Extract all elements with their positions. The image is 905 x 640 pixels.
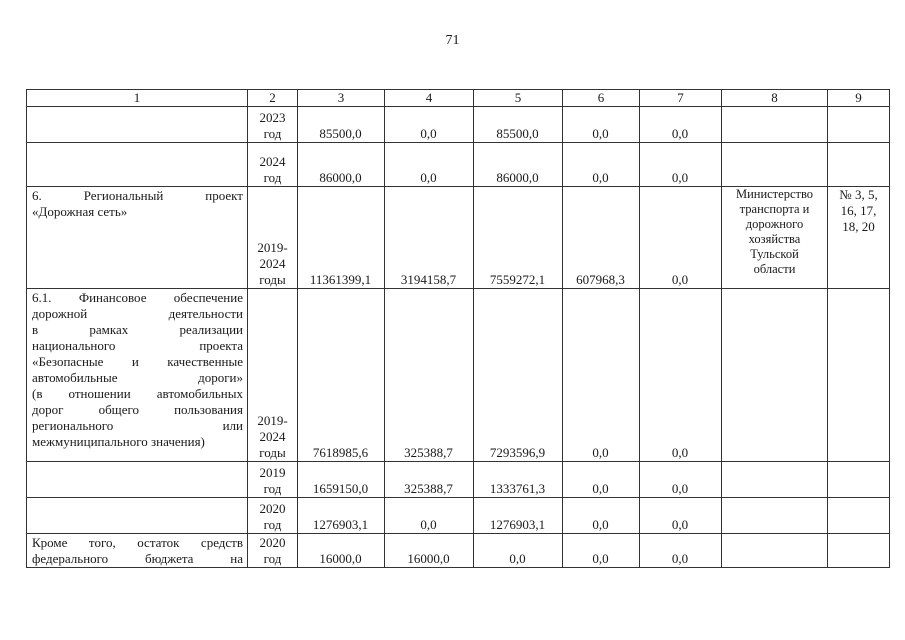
period-cell: [248, 462, 298, 498]
federal-cell: 0,0: [385, 107, 474, 143]
refs-cell: [828, 107, 890, 143]
description-cell: [27, 107, 248, 143]
financing-table: [26, 89, 890, 568]
total-cell: 1659150,0: [298, 462, 385, 498]
federal-cell: 325388,7: [385, 462, 474, 498]
refs-cell: [828, 462, 890, 498]
period-line: годы: [259, 445, 286, 460]
municipal-cell: 0,0: [563, 289, 640, 462]
description-cell: [27, 143, 248, 187]
regional-cell: 1276903,1: [474, 498, 563, 534]
municipal-cell: 0,0: [563, 107, 640, 143]
responsible-cell: [722, 289, 828, 462]
description-line: межмуниципального значения): [32, 434, 205, 449]
period-line: год: [263, 126, 282, 141]
page-number: 71: [445, 33, 460, 48]
table-row: [27, 498, 890, 534]
regional-cell: 0,0: [474, 534, 563, 568]
regional-cell: 85500,0: [474, 107, 563, 143]
period-cell: [248, 107, 298, 143]
description-line: автомобильные дороги»: [32, 370, 243, 385]
table-row: [27, 462, 890, 498]
responsible-cell: [722, 534, 828, 568]
refs-cell: [828, 289, 890, 462]
period-cell: [248, 143, 298, 187]
column-header: 9: [828, 90, 890, 107]
description-cell: [27, 498, 248, 534]
description-line: 6.1. Финансовое обеспечение: [32, 290, 243, 305]
table-row: [27, 289, 890, 462]
municipal-cell: 0,0: [563, 462, 640, 498]
regional-cell: 86000,0: [474, 143, 563, 187]
period-line: 2019-: [257, 240, 288, 255]
period-cell: [248, 534, 298, 568]
column-header: 6: [563, 90, 640, 107]
description-line: дорожной деятельности: [32, 306, 243, 321]
federal-cell: 3194158,7: [385, 187, 474, 289]
regional-cell: 7559272,1: [474, 187, 563, 289]
responsible-cell: [722, 143, 828, 187]
column-header: 5: [474, 90, 563, 107]
column-header: 1: [27, 90, 248, 107]
other-cell: 0,0: [640, 143, 722, 187]
description-line: в рамках реализации: [32, 322, 243, 337]
period-line: год: [263, 170, 282, 185]
federal-cell: 0,0: [385, 143, 474, 187]
responsible-line: Министерство: [735, 187, 814, 201]
description-line: дорог общего пользования: [32, 402, 243, 417]
period-line: 2023: [259, 110, 286, 125]
column-number-row: [27, 90, 890, 107]
column-header: 4: [385, 90, 474, 107]
period-line: 2024: [259, 429, 286, 444]
federal-cell: 16000,0: [385, 534, 474, 568]
period-cell: [248, 289, 298, 462]
municipal-cell: 607968,3: [563, 187, 640, 289]
description-line: национального проекта: [32, 338, 243, 353]
column-header: 3: [298, 90, 385, 107]
other-cell: 0,0: [640, 534, 722, 568]
description-line: регионального или: [32, 418, 243, 433]
responsible-cell: [722, 462, 828, 498]
other-cell: 0,0: [640, 498, 722, 534]
responsible-line: дорожного: [745, 217, 804, 231]
refs-cell: [828, 143, 890, 187]
total-cell: 86000,0: [298, 143, 385, 187]
federal-cell: 0,0: [385, 498, 474, 534]
total-cell: 11361399,1: [298, 187, 385, 289]
description-cell: [27, 289, 248, 462]
description-line: «Безопасные и качественные: [32, 354, 243, 369]
column-header: 8: [722, 90, 828, 107]
responsible-line: транспорта и: [739, 202, 810, 216]
table-row: [27, 534, 890, 568]
responsible-line: области: [753, 262, 796, 276]
period-line: годы: [259, 272, 286, 287]
period-line: год: [263, 517, 282, 532]
refs-line: 16, 17,: [840, 203, 877, 218]
period-line: 2020: [259, 501, 286, 516]
regional-cell: 1333761,3: [474, 462, 563, 498]
responsible-cell: [722, 187, 828, 289]
table-row: [27, 187, 890, 289]
responsible-line: хозяйства: [748, 232, 801, 246]
description-line: федерального бюджета на: [32, 551, 243, 566]
other-cell: 0,0: [640, 187, 722, 289]
refs-cell: [828, 498, 890, 534]
description-cell: [27, 462, 248, 498]
period-line: 2019-: [257, 413, 288, 428]
municipal-cell: 0,0: [563, 143, 640, 187]
municipal-cell: 0,0: [563, 534, 640, 568]
period-line: 2024: [259, 154, 286, 169]
other-cell: 0,0: [640, 462, 722, 498]
period-line: 2019: [259, 465, 286, 480]
refs-cell: [828, 534, 890, 568]
refs-line: № 3, 5,: [839, 187, 878, 202]
column-header: 7: [640, 90, 722, 107]
period-line: 2024: [259, 256, 286, 271]
period-line: год: [263, 551, 282, 566]
total-cell: 16000,0: [298, 534, 385, 568]
refs-line: 18, 20: [842, 219, 875, 234]
description-cell: [27, 187, 248, 289]
federal-cell: 325388,7: [385, 289, 474, 462]
table-row: [27, 107, 890, 143]
description-cell: [27, 534, 248, 568]
period-line: 2020: [259, 535, 286, 550]
refs-cell: [828, 187, 890, 289]
municipal-cell: 0,0: [563, 498, 640, 534]
table-row: [27, 143, 890, 187]
responsible-line: Тульской: [750, 247, 799, 261]
other-cell: 0,0: [640, 289, 722, 462]
regional-cell: 7293596,9: [474, 289, 563, 462]
responsible-cell: [722, 498, 828, 534]
column-header: 2: [248, 90, 298, 107]
description-line: «Дорожная сеть»: [32, 204, 128, 219]
description-line: (в отношении автомобильных: [32, 386, 243, 401]
total-cell: 85500,0: [298, 107, 385, 143]
total-cell: 1276903,1: [298, 498, 385, 534]
total-cell: 7618985,6: [298, 289, 385, 462]
period-cell: [248, 498, 298, 534]
other-cell: 0,0: [640, 107, 722, 143]
description-line: 6. Региональный проект: [32, 188, 243, 203]
responsible-cell: [722, 107, 828, 143]
period-cell: [248, 187, 298, 289]
period-line: год: [263, 481, 282, 496]
description-line: Кроме того, остаток средств: [32, 535, 243, 550]
